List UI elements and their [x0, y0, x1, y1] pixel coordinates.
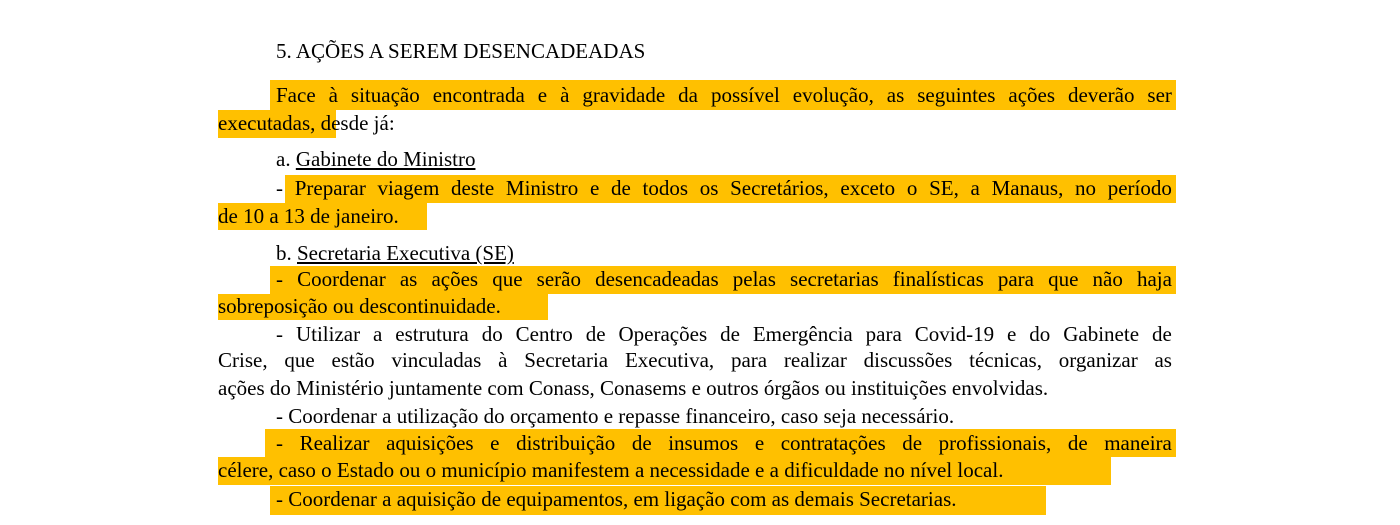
subsection-a-line-2: de 10 a 13 de janeiro.: [218, 204, 399, 228]
subsection-b-line-2: sobreposição ou descontinuidade.: [218, 294, 501, 318]
subsection-b-line-7: - Realizar aquisições e distribuição de insumos e contratações de profissionais, de maneira: [276, 431, 1172, 455]
subsection-a-prefix: a.: [276, 147, 291, 171]
subsection-b-line-6: - Coordenar a utilização do orçamento e repasse financeiro, caso seja necessário.: [276, 404, 955, 428]
intro-line-1: Face à situação encontrada e à gravidade da possível evolução, as seguintes ações deverão ser: [276, 83, 1172, 107]
intro-line-2: executadas, desde já:: [218, 111, 395, 135]
subsection-b-line-1: - Coordenar as ações que serão desencadeadas pelas secretarias finalísticas para que não haja: [276, 267, 1172, 291]
subsection-a-title: Gabinete do Ministro: [295, 147, 476, 171]
subsection-b-line-3: - Utilizar a estrutura do Centro de Operações de Emergência para Covid-19 e do Gabinete de: [276, 322, 1172, 346]
subsection-b-title: Secretaria Executiva (SE): [297, 241, 514, 265]
subsection-b-line-8: célere, caso o Estado ou o município manifestem a necessidade e a dificuldade no nível local.: [218, 458, 1004, 482]
subsection-b-prefix: b.: [276, 241, 292, 265]
subsection-a-line-1: - Preparar viagem deste Ministro e de todos os Secretários, exceto o SE, a Manaus, no período: [276, 176, 1172, 200]
subsection-b-heading: [276, 240, 514, 267]
subsection-a-heading: [276, 146, 475, 173]
section-title: 5. AÇÕES A SEREM DESENCADEADAS: [276, 39, 646, 63]
subsection-b-line-5: ações do Ministério juntamente com Conass, Conasems e outros órgãos ou instituições envolvidas.: [218, 376, 1049, 400]
subsection-b-line-9: - Coordenar a aquisição de equipamentos, em ligação com as demais Secretarias.: [276, 487, 957, 511]
subsection-b-line-4: Crise, que estão vinculadas à Secretaria Executiva, para realizar discussões técnicas, organizar as: [218, 348, 1172, 372]
